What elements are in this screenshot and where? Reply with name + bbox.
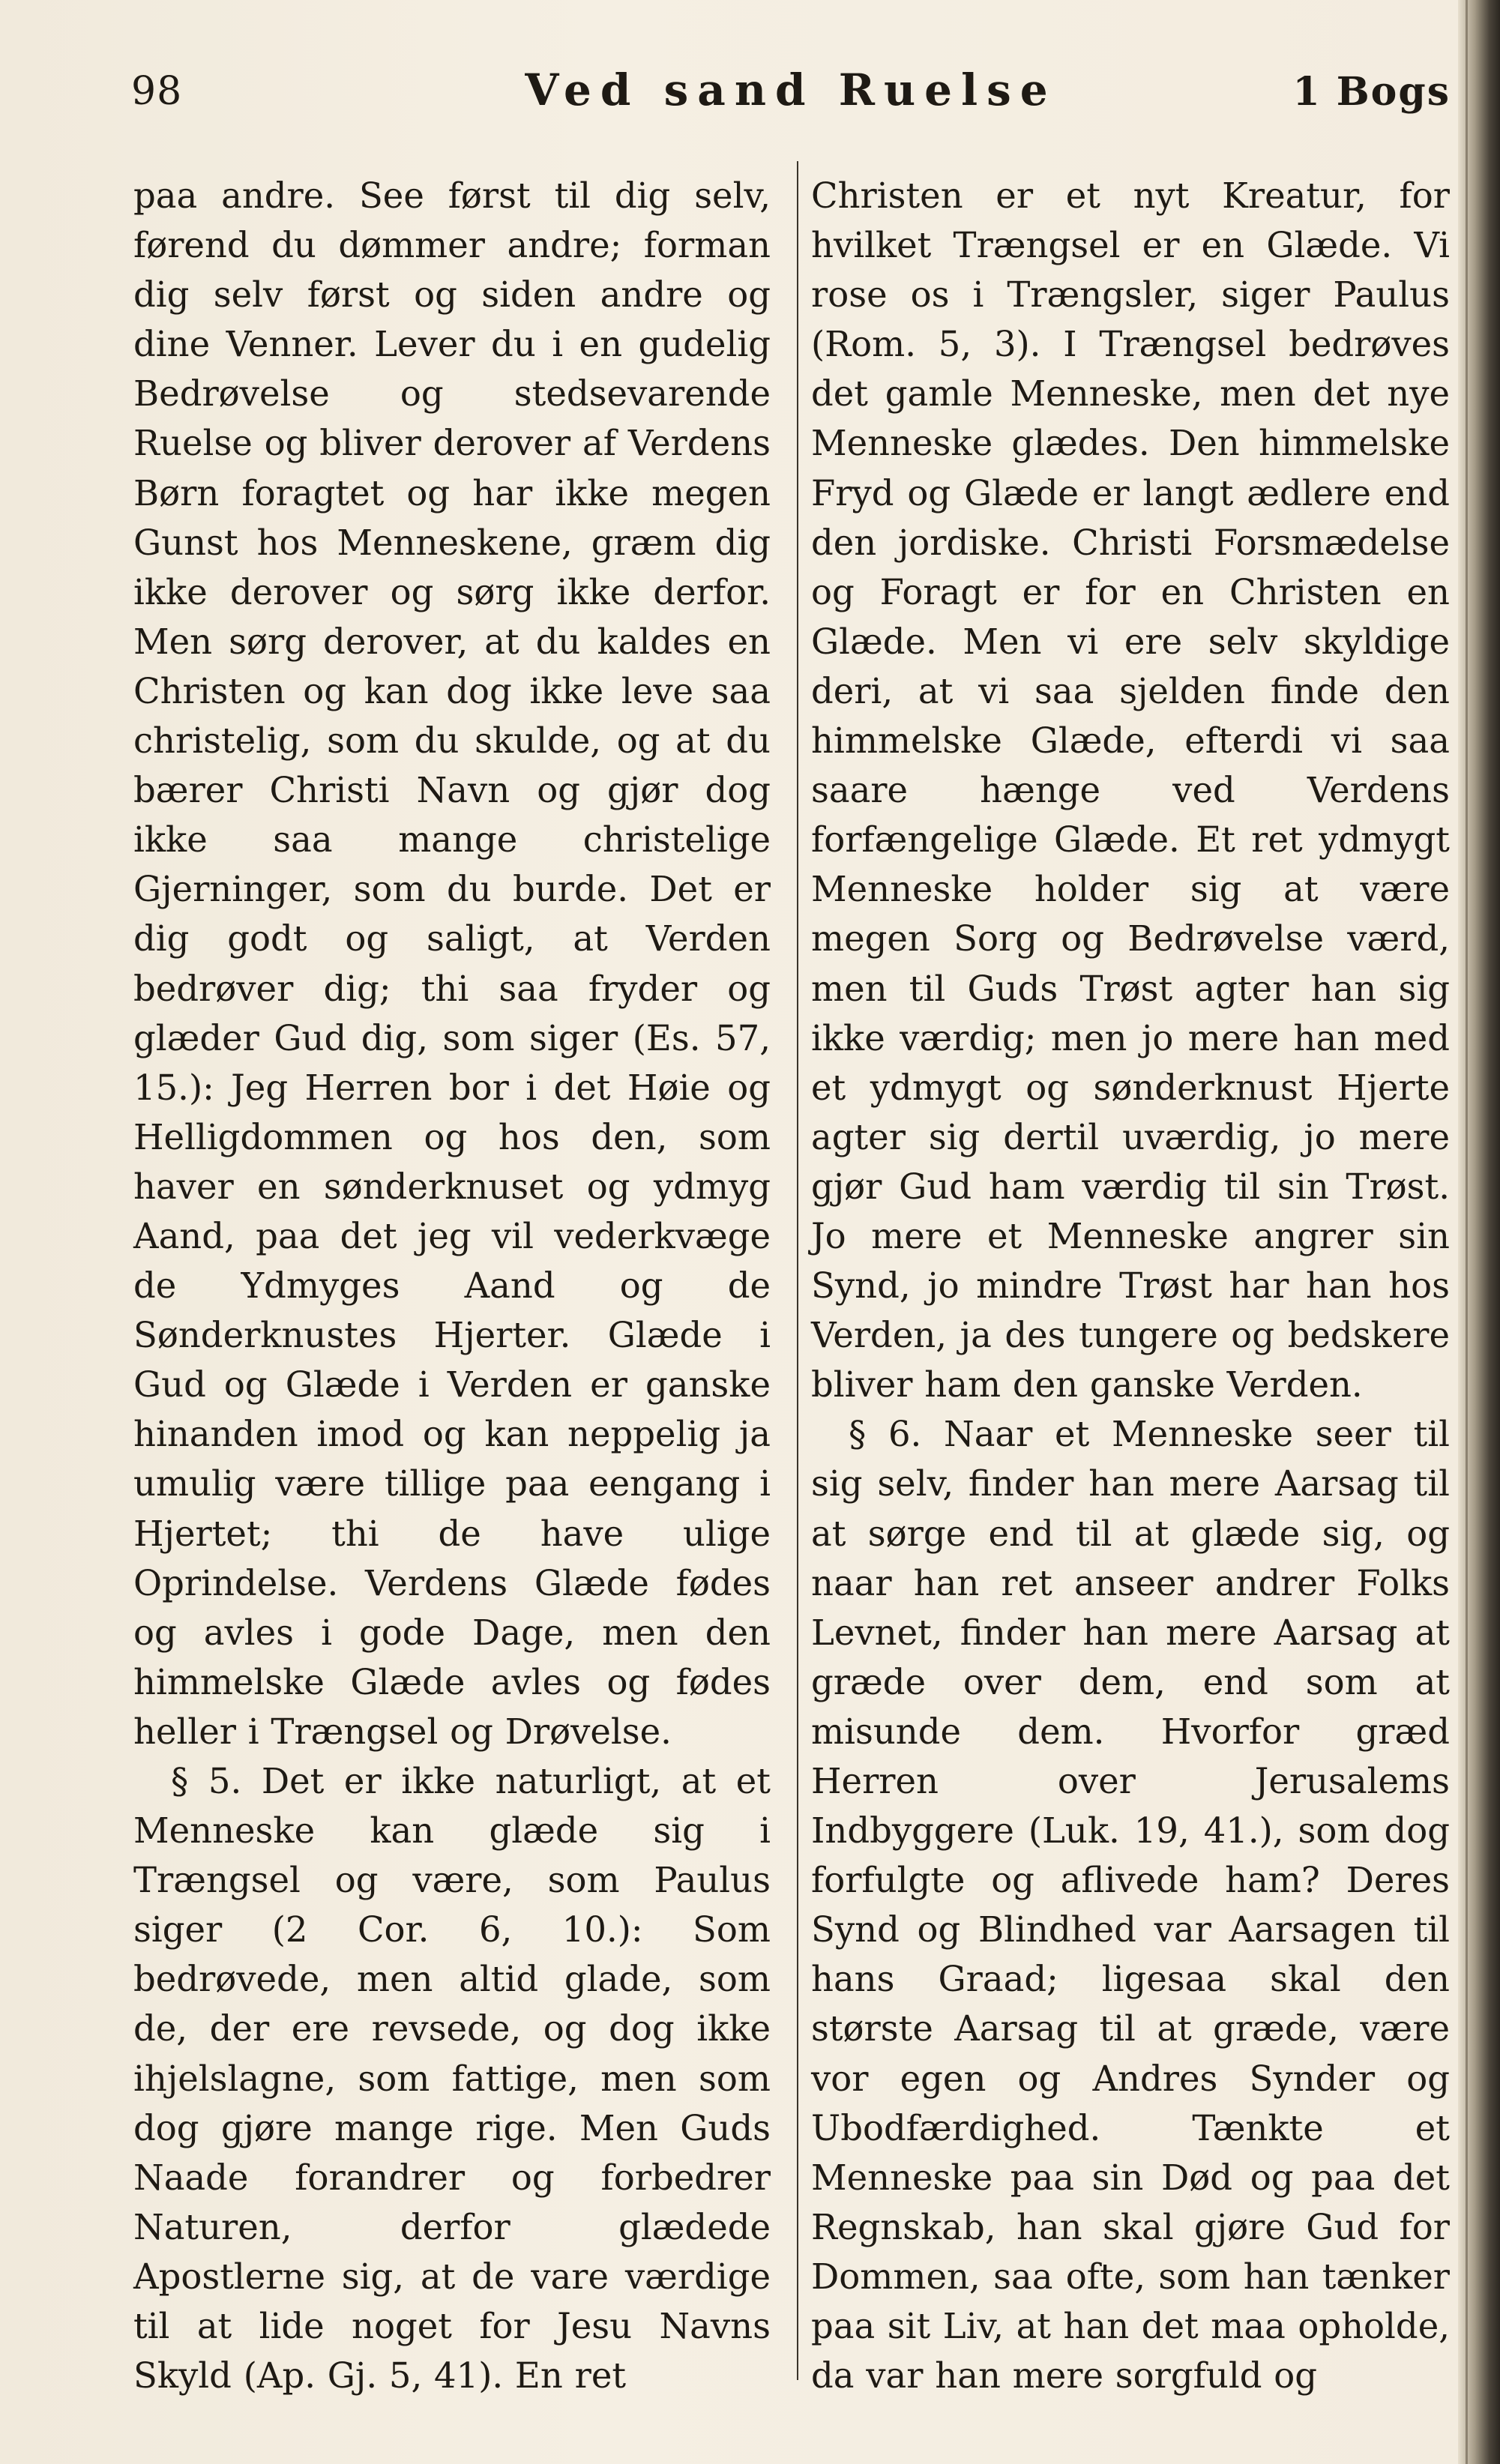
left-column bbox=[133, 171, 771, 2400]
right-column bbox=[811, 171, 1450, 2400]
page-number: 98 bbox=[131, 69, 183, 114]
running-title: Ved sand Ruelse bbox=[525, 64, 1057, 115]
column-divider bbox=[797, 161, 798, 2380]
book-label: 1 Bogs bbox=[1292, 69, 1451, 115]
paragraph-section-6: § 6. Naar et Menneske seer til sig selv, finder han mere Aarsag til at sørge end til at glæde sig, og naar han ret anseer andrer Folks Levnet, finder han mere Aarsag at græde over dem, end som at misunde dem. Hvorfor græd Herren over Jerusalems Indbyggere (Luk. 19, 41.), som dog forfulgte og aflivede ham? Deres Synd og Blindhed var Aarsagen til hans Graad; ligesaa skal den største Aarsag til at græde, være vor egen og Andres Synder og Ubodfærdighed. Tænkte et Menneske paa sin Død og paa det Regnskab, han skal gjøre Gud for Dommen, saa ofte, som han tænker paa sit Liv, at han det maa opholde, da var han mere sorgfuld og bbox=[811, 1414, 1450, 2397]
paragraph: Christen er et nyt Kreatur, for hvilket Trængsel er en Glæde. Vi rose os i Trængsler, siger Paulus (Rom. 5, 3). I Trængsel bedrøves det gamle Menneske, men det nye Menneske glædes. Den himmelske Fryd og Glæde er langt ædlere end den jordiske. Christi Forsmædelse og Foragt er for en Christen en Glæde. Men vi ere selv skyldige deri, at vi saa sjelden finde den himmelske Glæde, efterdi vi saa saare hænge ved Verdens forfængelige Glæde. Et ret ydmygt Menneske holder sig at være megen Sorg og Bedrøvelse værd, men til Guds Trøst agter han sig ikke værdig; men jo mere han med et ydmygt og sønderknust Hjerte agter sig dertil uværdig, jo mere gjør Gud ham værdig til sin Trøst. Jo mere et Menneske angrer sin Synd, jo mindre Trøst har han hos Verden, ja des tungere og bedskere bliver ham den ganske Verden. bbox=[811, 175, 1450, 1406]
running-header bbox=[131, 64, 1451, 132]
paragraph-section-5: § 5. Det er ikke naturligt, at et Menneske kan glæde sig i Trængsel og være, som Paulus siger (2 Cor. 6, 10.): Som bedrøvede, men altid glade, som de, der ere revsede, og dog ikke ihjelslagne, som fattige, men som dog gjøre mange rige. Men Guds Naade forandrer og forbedrer Naturen, derfor glædede Apostlerne sig, at de vare værdige til at lide noget for Jesu Navns Skyld (Ap. Gj. 5, 41). En ret bbox=[133, 1761, 771, 2397]
paragraph: paa andre. See først til dig selv, førend du dømmer andre; forman dig selv først og siden andre og dine Venner. Lever du i en gudelig Bedrøvelse og stedsevarende Ruelse og bliver derover af Verdens Børn foragtet og har ikke megen Gunst hos Menneskene, græm dig ikke derover og sørg ikke derfor. Men sørg derover, at du kaldes en Christen og kan dog ikke leve saa christelig, som du skulde, og at du bærer Christi Navn og gjør dog ikke saa mange christelige Gjerninger, som du burde. Det er dig godt og saligt, at Verden bedrøver dig; thi saa fryder og glæder Gud dig, som siger (Es. 57, 15.): Jeg Herren bor i det Høie og Helligdommen og hos den, som haver en sønderknuset og ydmyg Aand, paa det jeg vil vederkvæge de Ydmyges Aand og de Sønderknustes Hjerter. Glæde i Gud og Glæde i Verden er ganske hinanden imod og kan neppelig ja umulig være tillige paa eengang i Hjertet; thi de have ulige Oprindelse. Verdens Glæde fødes og avles i gode Dage, men den himmelske Glæde avles og fødes heller i Trængsel og Drøvelse. bbox=[133, 175, 771, 1752]
page-binding-edge bbox=[1458, 0, 1500, 2464]
